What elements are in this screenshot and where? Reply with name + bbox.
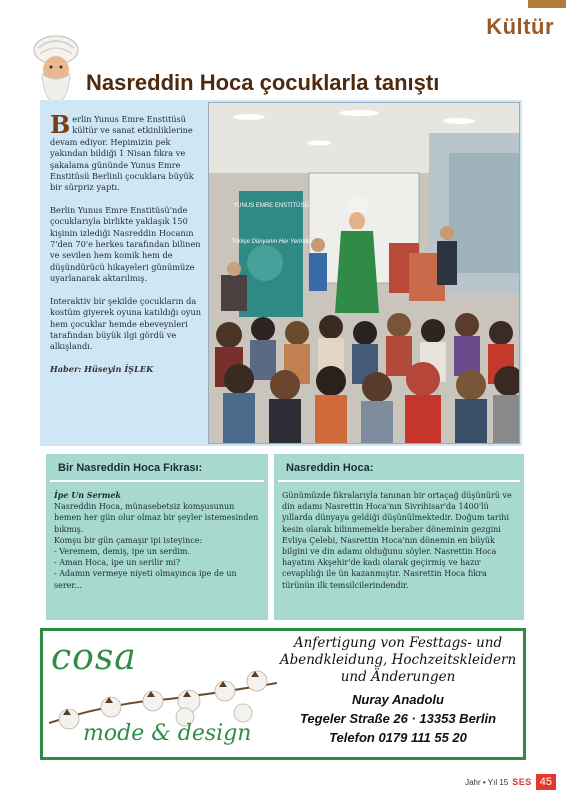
event-photo-illustration <box>209 103 520 444</box>
article-body <box>50 110 206 386</box>
ad-owner-name: Nuray Anadolu <box>352 692 444 707</box>
ad-details <box>275 635 521 745</box>
banner-title-text: Türkçe Dünyanın Her Yerinde <box>231 239 311 245</box>
fikra-line: Komşu bir gün çamaşır ipi isteyince: <box>54 535 203 545</box>
bio-heading: Nasreddin Hoca: <box>278 454 520 482</box>
ad-address: Tegeler Straße 26 · 13353 Berlin <box>299 711 497 726</box>
advertisement <box>40 628 526 760</box>
cotton-branch-illustration <box>49 643 279 733</box>
paragraph-2: Berlin Yunus Emre Enstitüsü'nde çocuklarıyla birlikte yaklaşık 150 kişinin izlediği Nasreddin Hocanın 7'den 70'e herkes tarafından bilinen ve sevilen hem komik hem de düşündürücü hikayeleri günümüze uyarlanarak aktarılmış. <box>50 204 201 284</box>
dropcap: B <box>50 110 71 139</box>
ad-logo: cosa <box>51 637 137 678</box>
article-panel <box>40 100 522 446</box>
magazine-logo: SES <box>512 777 532 787</box>
event-photo <box>208 102 520 444</box>
fikra-line: - Veremem, demiş, ipe un serdim. <box>54 547 191 557</box>
fikra-subtitle: İpe Un Sermek <box>54 490 121 500</box>
ad-tagline: mode & design <box>83 721 252 746</box>
paragraph-3: Interaktiv bir şekilde çocukların da kostüm giyerek oyuna katıldığı oyun hem çocuklar hemde ebeveynleri tarafından büyük ilgi gördü ve alkışlandı. <box>50 295 202 352</box>
issue-label: Jahr • Yıl 15 <box>465 777 509 787</box>
paragraph-1-text: erlin Yunus Emre Enstitüsü kültür ve sanat etkinliklerine devam ediyor. Hepimizin pek yakından bildiği 1 Nisan fıkra ve şakalama gününde Yunus Emre Enstitüsü Berlinli çocuklara büyük bir sürpriz yaptı. <box>50 114 194 193</box>
top-accent-bar <box>528 0 566 8</box>
page-number: 45 <box>536 774 556 790</box>
fikra-line: - Aman Hoca, ipe un serilir mi? <box>54 558 181 568</box>
bio-box <box>274 454 524 620</box>
fikra-body <box>46 482 268 591</box>
ad-phone: Telefon 0179 111 55 20 <box>329 730 467 745</box>
paragraph-1 <box>50 110 206 194</box>
banner-brand-text: YUNUS EMRE ENSTİTÜSÜ <box>233 203 309 209</box>
page-footer <box>465 774 556 790</box>
section-label: Kültür <box>486 14 554 39</box>
article-headline: Nasreddin Hoca çocuklarla tanıştı <box>86 70 440 95</box>
fikra-heading: Bir Nasreddin Hoca Fıkrası: <box>50 454 264 482</box>
ad-service-description: Anfertigung von Festtags- und Abendkleidung, Hochzeitskleidern und Änderungen <box>279 635 517 685</box>
fikra-line: - Adamın vermeye niyeti olmayınca ipe de un serer... <box>54 569 237 590</box>
bio-body: Günümüzde fıkralarıyla tanınan bir ortaçağ düşünürü ve din adamı Nasrettin Hoca'nın Sivrihisar'da 1400'lü yıllarda dünyaya geldiği düşünülmektedir. Doğum tarihi kesin olarak bilinmemekle beraber döneminin gezgini Evliya Çelebi, Nasrettin Hoca'nın dönemin en büyük bilgini ve din adamı olduğunu söyler. Nasrettin Hoca hayatını Akşehir'de kadı olarak geçirmiş ve hazır cevaplılığı ile ün kazanmıştır. Nasrettin Hoca fıkra türünün ilk temsilcilerindendir. <box>282 491 512 590</box>
fikra-box <box>46 454 268 620</box>
fikra-line: Nasreddin Hoca, münasebetsiz komşusunun hemen her gün olur olmaz bir şeyler istemesinden bıkmış. <box>54 502 259 534</box>
nasreddin-hoca-illustration <box>30 32 82 104</box>
byline: Haber: Hüseyin İŞLEK <box>50 363 154 374</box>
